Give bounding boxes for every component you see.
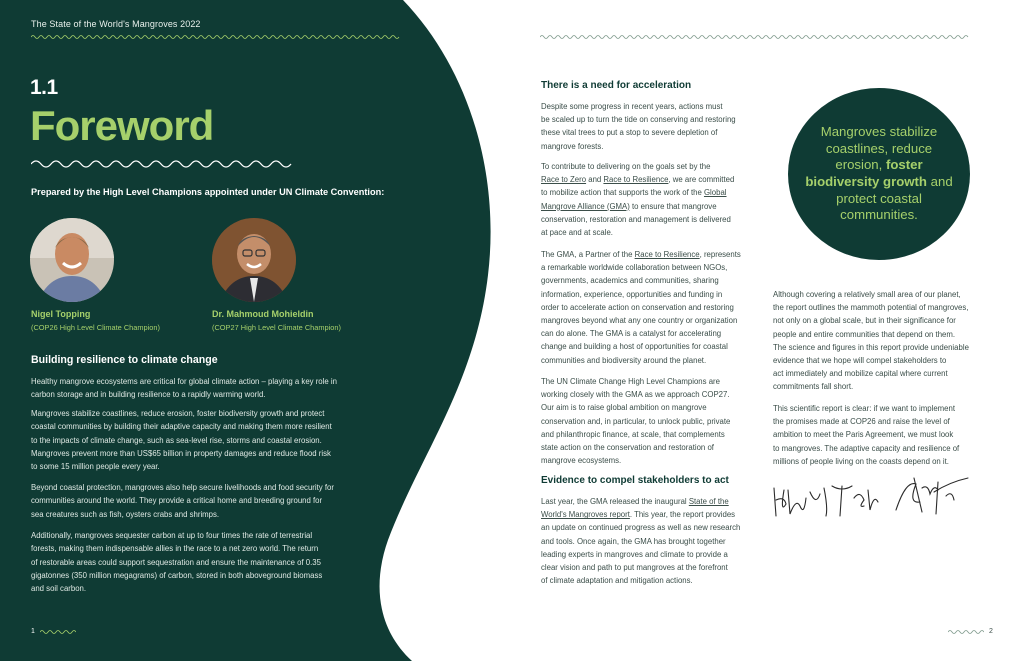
footer-wave-right [948, 629, 984, 635]
prepared-by-line: Prepared by the High Level Champions appointed under UN Climate Convention: [31, 187, 385, 197]
link-race-to-zero[interactable]: Race to Zero [541, 175, 587, 185]
section-heading-building-resilience: Building resilience to climate change [31, 354, 218, 366]
left-paragraph-1: Healthy mangrove ecosystems are critical for global climate action – playing a key role in carbon storage and in building resilience to a rapidly warming world. [31, 377, 337, 400]
link-state-of-worlds-mangroves-cont[interactable]: World's Mangroves report [541, 510, 630, 520]
link-global-mangrove-alliance-cont[interactable]: Mangrove Alliance (GMA) [541, 201, 630, 211]
middle-paragraph-1: Despite some progress in recent years, actions must be scaled up to turn the tide on conserving and restoring these vital trees to put a stop to severe depletion of mangrove forests. [541, 102, 736, 151]
left-paragraph-4: Additionally, mangroves sequester carbon at up to four times the rate of terrestrial forests, making them indispensable allies in the race to a net zero world. The return of restorable areas could support sequestration and ensure the maintenance of 0.35 gigatonnes (350 million megagrams) of carbon, stored in both aboveground biomass and soil carbon. [31, 531, 323, 594]
champion-role-2: (COP27 High Level Climate Champion) [212, 323, 341, 332]
running-header: The State of the World's Mangroves 2022 [31, 19, 201, 29]
left-paragraph-3: Beyond coastal protection, mangroves also help secure livelihoods and food security for communities around the world. They provide a critical home and breeding ground for sea creatures such as fish, oysters crabs and shrimps. [31, 483, 334, 519]
middle-paragraph-2: To contribute to delivering on the goals set by the Race to Zero and Race to Resilience, we are committed to mobilize action that supports the work of the Global Mangrove Alliance (GMA) to ensure that mangrove conservation, restoration and management is delivered at pace and at scale. [541, 162, 735, 238]
right-paragraph-1: Although covering a relatively small area of our planet, the report outlines the mammoth potential of mangroves, not only on a global scale, but in their significance for people and entire communities that depend on them. The science and figures in this report provide undeniable evidence that we hope will compel stakeholders to act immediately and mobilize capital where current commitments fall short. [773, 290, 969, 392]
champion-role-1: (COP26 High Level Climate Champion) [31, 323, 160, 332]
middle-paragraph-5: Last year, the GMA released the inaugural State of the World's Mangroves report. This year, the report provides an update on continued progress as well as new research and tools. Once again, the GMA has brought together leading experts in mangroves and climate to provide a clear vision and path to put mangroves at the forefront of climate adaptation and mitigation actions. [541, 497, 741, 586]
signature-nigel-topping [770, 478, 880, 522]
page-title: Foreword [30, 102, 214, 149]
callout-circle [788, 88, 970, 260]
signature-mahmoud-mohieldin [890, 474, 970, 520]
header-wave-left [31, 34, 405, 40]
title-wave-divider [31, 159, 299, 169]
middle-paragraph-4: The UN Climate Change High Level Champions are working closely with the GMA as we approach COP27. Our aim is to raise global ambition on mangrove conservation and, in particular, to unlock public, private and philanthropic finance, at scale, that complements state action on the conservation and restoration of mangrove ecosystems. [541, 377, 731, 466]
callout-text: Mangroves stabilize coastlines, reduce erosion, foster biodiversity growth and protect coastal communities. [805, 124, 953, 223]
portrait-mahmoud-mohieldin [212, 218, 296, 302]
link-state-of-worlds-mangroves[interactable]: State of the [688, 497, 729, 506]
middle-paragraph-3: The GMA, a Partner of the Race to Resilience, represents a remarkable worldwide collaboration between NGOs, governments, academics and communities, sharing information, experience, opportunities and funding in order to accelerate action on conservation and restoring mangroves beyond what any one country or organization can do alone. The GMA is a catalyst for accelerating change and building a host of opportunities for coastal communities and biodiversity around the planet. [541, 250, 741, 365]
link-race-to-resilience[interactable]: Race to Resilience [603, 175, 669, 185]
chapter-number: 1.1 [30, 76, 58, 99]
section-heading-evidence: Evidence to compel stakeholders to act [541, 475, 729, 486]
right-paragraph-2: This scientific report is clear: if we want to implement the promises made at COP26 and raise the level of ambition to meet the Paris Agreement, we must look to mangroves. The adaptive capacity and resilience of millions of people living on the coasts depend on it. [773, 404, 960, 466]
champion-name-2: Dr. Mahmoud Mohieldin [212, 309, 314, 319]
header-wave-right [540, 34, 994, 40]
footer-wave-left [40, 629, 76, 635]
champion-name-1: Nigel Topping [31, 309, 91, 319]
page-number-right: 2 [989, 628, 993, 635]
portrait-nigel-topping [30, 218, 114, 302]
section-heading-acceleration: There is a need for acceleration [541, 80, 692, 91]
page-number-left: 1 [31, 628, 35, 635]
left-paragraph-2: Mangroves stabilize coastlines, reduce erosion, foster biodiversity growth and protect coastal communities by building their adaptive capacity and making them more resilient to the impacts of climate change, such as sea-level rise, storms and coastal erosion. Mangroves prevent more than US$65 billion in property damages and reduce flood risk to some 15 million people every year. [31, 409, 332, 472]
link-global-mangrove-alliance[interactable]: Global [703, 188, 727, 198]
link-race-to-resilience-2[interactable]: Race to Resilience [634, 250, 700, 259]
